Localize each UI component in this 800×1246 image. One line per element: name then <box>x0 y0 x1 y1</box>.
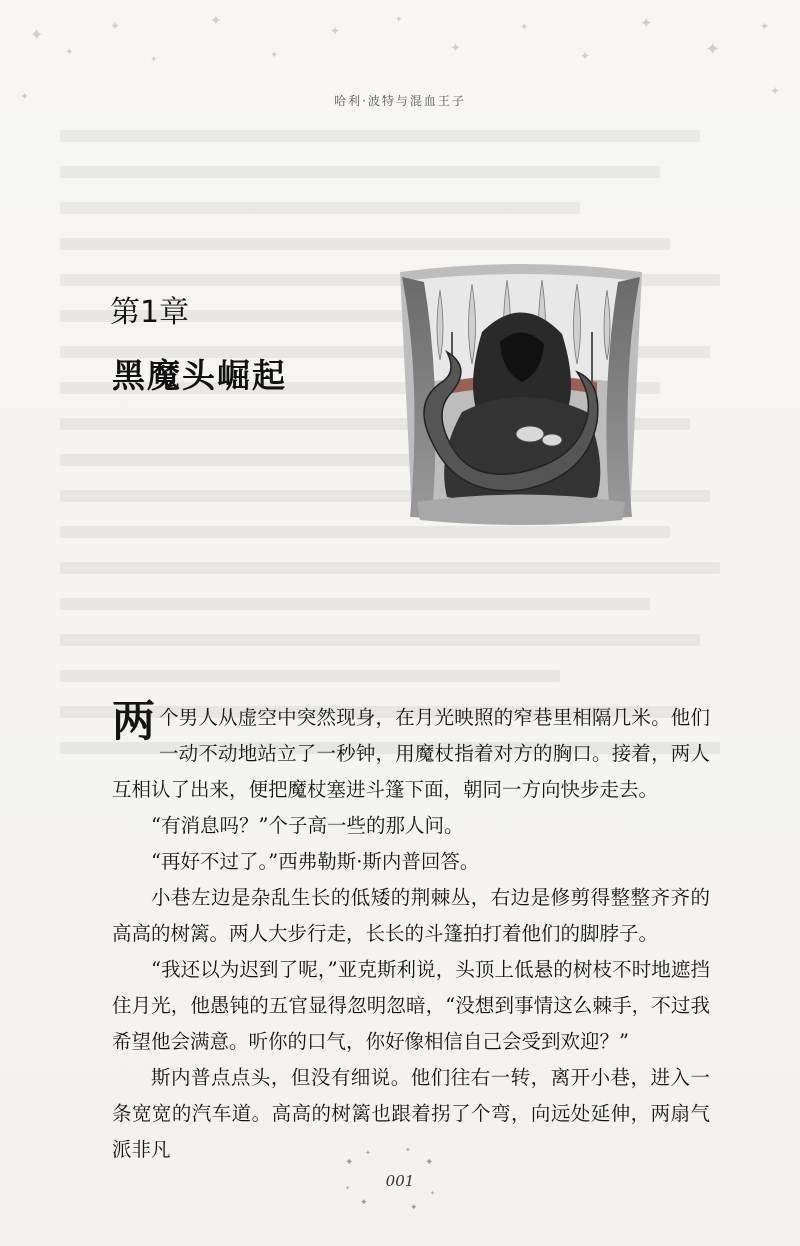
svg-text:✦: ✦ <box>365 1149 371 1157</box>
chapter-body <box>112 697 710 1168</box>
drop-cap: 两 <box>112 697 155 747</box>
svg-text:✦: ✦ <box>270 50 279 61</box>
svg-text:✦: ✦ <box>425 1157 434 1168</box>
svg-text:✦: ✦ <box>770 84 781 98</box>
svg-text:✦: ✦ <box>580 49 591 63</box>
svg-text:✦: ✦ <box>345 1157 354 1168</box>
chapter-title: 黑魔头崛起 <box>112 356 287 395</box>
chapter-number: 第1章 <box>110 295 190 330</box>
svg-text:✦: ✦ <box>410 1203 418 1213</box>
svg-text:✦: ✦ <box>395 15 403 25</box>
paragraph: 斯内普点点头，但没有细说。他们往右一转，离开小巷，进入一条宽宽的汽车道。高高的树篱也跟着拐了个弯，向远处延伸，两扇气派非凡 <box>112 1066 710 1161</box>
svg-text:✦: ✦ <box>405 1146 411 1154</box>
paragraph: “我还以为迟到了呢，”亚克斯利说，头顶上低悬的树枝不时地遮挡住月光，他愚钝的五官显得忽明忽暗，“没想到事情这么棘手，不过我希望他会满意。听你的口气，你好像相信自己会受到欢迎？” <box>112 958 710 1053</box>
svg-text:✦: ✦ <box>150 55 158 65</box>
paragraph: 小巷左边是杂乱生长的低矮的荆棘丛，右边是修剪得整整齐齐的高高的树篱。两人大步行走，长长的斗篷拍打着他们的脚脖子。 <box>112 886 710 945</box>
svg-text:✦: ✦ <box>345 1185 351 1192</box>
svg-text:✦: ✦ <box>210 13 222 29</box>
svg-text:✦: ✦ <box>450 41 461 56</box>
svg-text:✦: ✦ <box>520 22 529 33</box>
svg-text:✦: ✦ <box>760 20 770 33</box>
svg-text:✦: ✦ <box>430 1190 436 1197</box>
svg-text:✦: ✦ <box>30 25 44 44</box>
svg-text:✦: ✦ <box>20 90 30 103</box>
svg-text:✦: ✦ <box>110 19 121 33</box>
hooded-figure-illustration <box>392 262 650 527</box>
svg-text:✦: ✦ <box>360 1198 368 1208</box>
svg-text:✦: ✦ <box>330 24 341 38</box>
running-head: 哈利·波特与混血王子 <box>334 94 466 108</box>
paragraph: 两个男人从虚空中突然现身，在月光映照的窄巷里相隔几米。他们一动不动地站立了一秒钟，用魔杖指着对方的胸口。接着，两人互相认了出来，便把魔杖塞进斗篷下面，朝同一方向快步走去。 <box>112 697 710 801</box>
svg-text:✦: ✦ <box>705 39 721 60</box>
paragraph: “再好不过了。”西弗勒斯·斯内普回答。 <box>151 850 480 873</box>
paragraph: “有消息吗？”个子高一些的那人问。 <box>151 814 464 837</box>
svg-text:✦: ✦ <box>640 14 653 32</box>
svg-text:✦: ✦ <box>65 47 74 58</box>
page-number: 001 <box>385 1172 415 1190</box>
